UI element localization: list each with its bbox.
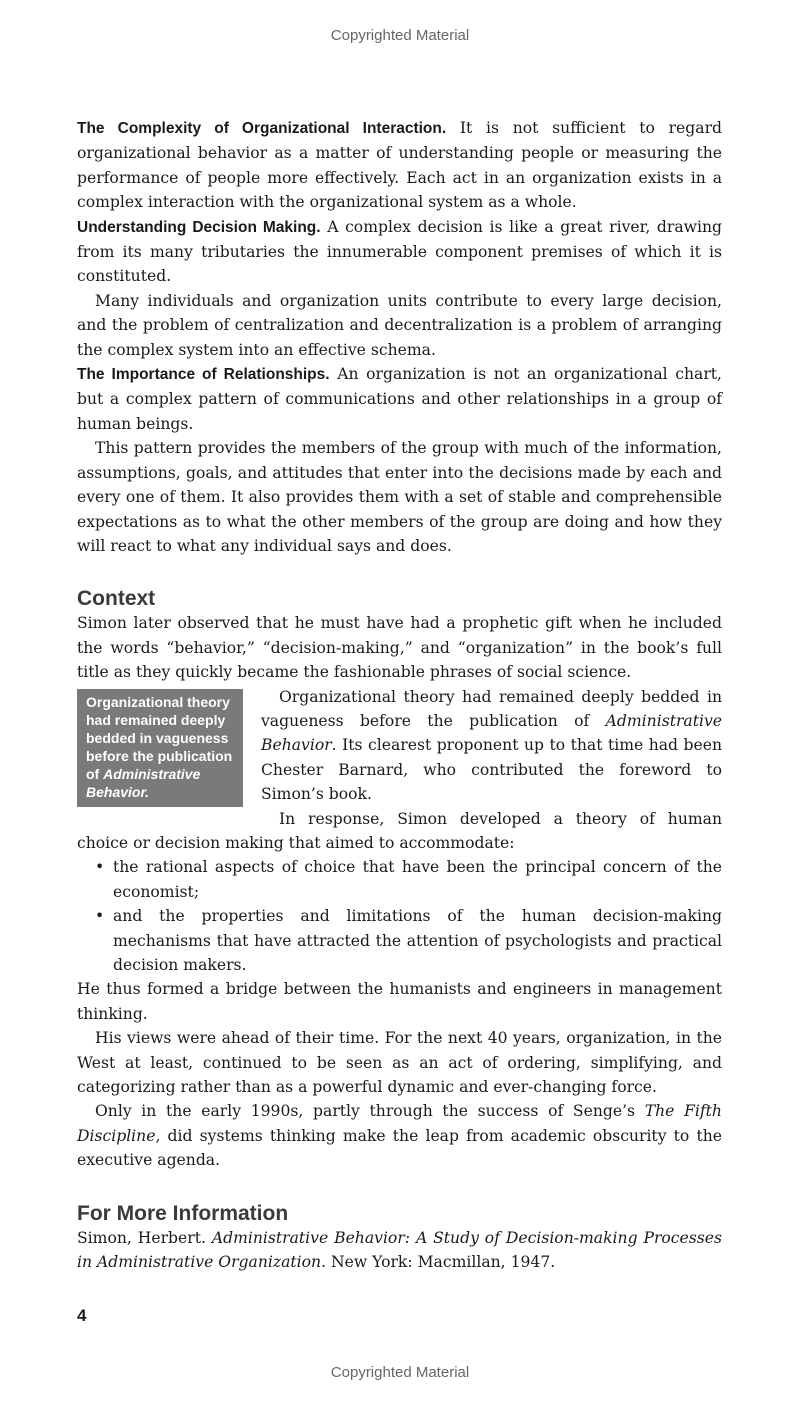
citation-publisher: . New York: Macmillan, 1947. xyxy=(321,1253,556,1272)
context-2-end: . Its clearest proponent up to that time had been Chester Barnard, who contributed the foreword to Simon’s book. xyxy=(261,736,722,804)
complexity-text: It is not sufficient to regard organizational behavior as a matter of understanding people or measuring the performance of people more effectively. Each act in an organization exists in a complex interaction with the organizational system as a whole. xyxy=(77,119,723,212)
pull-quote-text: Organizational theory had remained deeply bedded in vagueness before the publication of xyxy=(86,693,233,782)
paragraph-relationships xyxy=(77,362,722,436)
bullet-item: • the rational aspects of choice that have been the principal concern of the economist; xyxy=(113,855,722,904)
paragraph-decision-making xyxy=(77,215,722,289)
book-title-fifth-discipline: The Fifth Discipline xyxy=(77,1102,722,1145)
paragraph-context-3: In response, Simon developed a theory of human choice or decision making that aimed to accommodate: xyxy=(77,809,722,852)
run-in-heading-complexity: The Complexity of Organizational Interaction. xyxy=(77,120,447,137)
pull-quote-box xyxy=(77,689,243,807)
page-number: 4 xyxy=(77,1306,87,1325)
section-heading-more-information: For More Information xyxy=(77,1201,289,1225)
bullet-item: • and the properties and limitations of the human decision-making mechanisms that have attracted the attention of psychologists and practical decision makers. xyxy=(113,904,722,977)
context-2-start: Organizational theory had remained deeply bedded in vagueness before the publication of xyxy=(261,687,722,730)
context-6-start: Only in the early 1990s, partly through the success of Senge’s xyxy=(95,1102,645,1121)
decision-making-text: A complex decision is like a great river, drawing from its many tributaries the innumerable component premises of which it is constituted. xyxy=(77,217,723,286)
section-heading-context: Context xyxy=(77,587,156,611)
reference-citation xyxy=(77,1226,722,1275)
citation-author: Simon, Herbert. xyxy=(77,1228,212,1247)
paragraph-context-4: He thus formed a bridge between the humanists and engineers in management thinking. xyxy=(77,980,722,1023)
copyright-watermark-bottom: Copyrighted Material xyxy=(330,1364,470,1381)
paragraph-decision-making-2: Many individuals and organization units contribute to every large decision, and the problem of centralization and decentralization is a problem of arranging the complex system into an effective schema. xyxy=(77,291,722,359)
paragraph-context-1: Simon later observed that he must have had a prophetic gift when he included the words “behavior,” “decision-making,” and “organization” in the book’s full title as they quickly became the fashionable phrases of social science. xyxy=(77,614,722,682)
paragraph-complexity xyxy=(77,116,722,215)
context-6-end: , did systems thinking make the leap from academic obscurity to the executive agenda. xyxy=(77,1126,722,1170)
copyright-watermark-top: Copyrighted Material xyxy=(330,27,470,44)
relationships-text: An organization is not an organizational chart, but a complex pattern of communications and other relationships in a group of human beings. xyxy=(77,365,723,433)
run-in-heading-relationships: The Importance of Relationships. xyxy=(77,366,330,384)
run-in-heading-decision-making: Understanding Decision Making. xyxy=(77,218,321,236)
page-body xyxy=(77,116,722,1274)
paragraph-relationships-2: This pattern provides the members of the group with much of the information, assumptions, goals, and attitudes that enter into the decisions made by each and every one of them. It also provides them with a set of stable and comprehensible expectations as to what the other members of the group are doing and how they will react to what any individual says and does. xyxy=(77,439,722,555)
citation-title: Administrative Behavior: A Study of Decision-making Processes in Administrative Organization xyxy=(77,1228,722,1272)
paragraph-context-6 xyxy=(77,1099,722,1172)
pull-quote-book-title: Administrative Behavior. xyxy=(86,765,201,800)
bullet-list xyxy=(77,855,722,977)
book-title-administrative-behavior: Administrative Behavior xyxy=(261,711,722,755)
paragraph-context-5: His views were ahead of their time. For the next 40 years, organization, in the West at least, continued to be seen as an act of ordering, simplifying, and categorizing rather than as a powerful dynamic and ever-changing force. xyxy=(77,1029,722,1097)
